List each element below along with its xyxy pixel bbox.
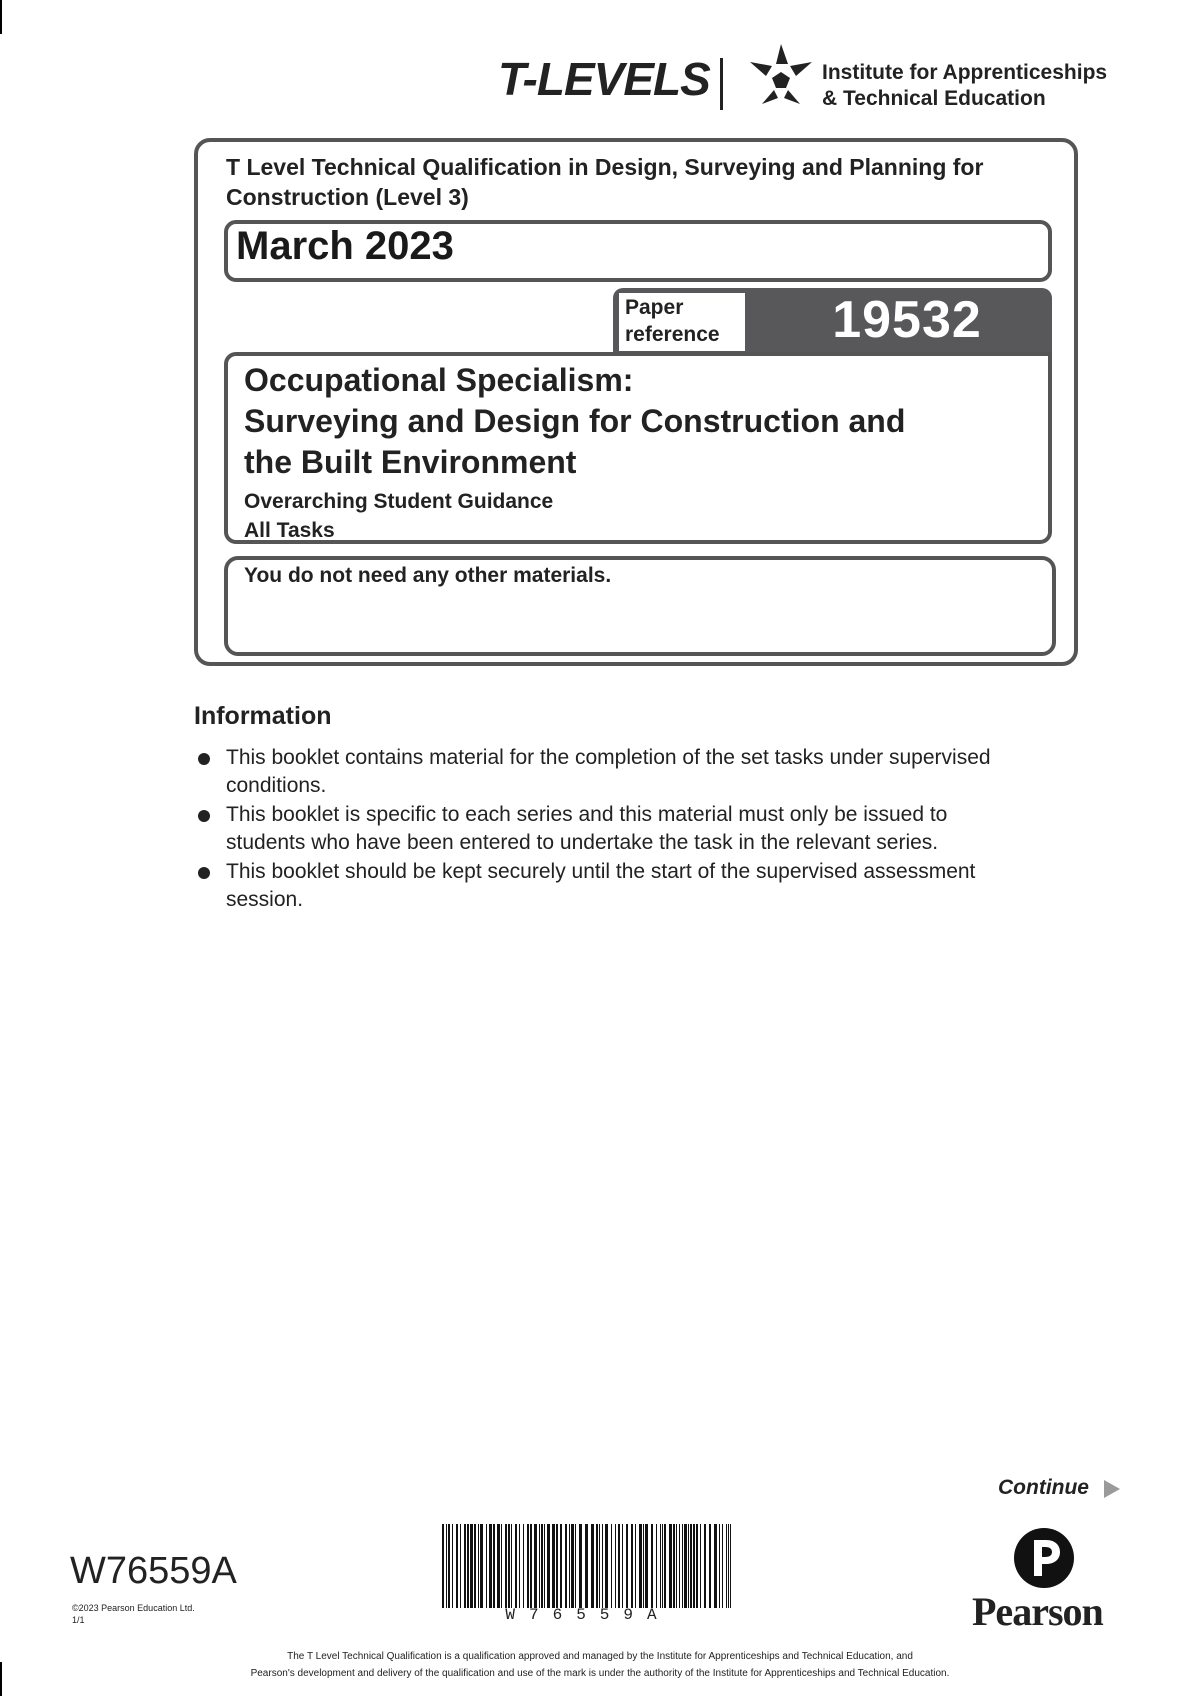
barcode-bar <box>569 1524 570 1608</box>
barcode-bar <box>501 1524 502 1608</box>
barcode-bar <box>726 1524 727 1608</box>
copyright-line1: ©2023 Pearson Education Ltd. <box>72 1603 195 1613</box>
disclaimer-line1: The T Level Technical Qualification is a qualification approved and managed by the Institute for Apprenticeships and Technical Education, and <box>287 1651 913 1662</box>
barcode-bar <box>446 1524 447 1608</box>
barcode-bar <box>486 1524 487 1608</box>
barcode-bar <box>704 1524 706 1608</box>
barcode-bar <box>560 1524 562 1608</box>
barcode-bar <box>523 1524 524 1608</box>
barcode-bar <box>679 1524 680 1608</box>
barcode-bar <box>530 1524 532 1608</box>
barcode-bar <box>722 1524 723 1608</box>
information-item <box>194 858 1014 914</box>
barcode-bar <box>728 1524 729 1608</box>
barcode-bar <box>615 1524 616 1608</box>
barcode-bar <box>622 1524 623 1608</box>
barcode-bar <box>478 1524 479 1608</box>
barcode-bar <box>656 1524 657 1608</box>
bullet-icon <box>198 867 210 879</box>
barcode-bar <box>467 1524 469 1608</box>
barcode-bar <box>505 1524 507 1608</box>
barcode-bar <box>515 1524 517 1608</box>
barcode-bar <box>497 1524 500 1608</box>
continue-arrow-icon <box>1104 1480 1120 1498</box>
barcode-bar <box>599 1524 600 1608</box>
continue-label: Continue <box>998 1476 1089 1499</box>
information-item-text: This booklet should be kept securely until the start of the supervised assessment session. <box>226 860 976 911</box>
document-code: W76559A <box>70 1550 237 1592</box>
copyright-line2: 1/1 <box>72 1615 85 1625</box>
barcode-bar <box>690 1524 692 1608</box>
guidance-label: Overarching Student Guidance <box>244 490 554 513</box>
logo-divider <box>720 58 723 110</box>
tlevels-logo: T-LEVELS <box>498 53 710 105</box>
institute-logo-text <box>822 60 1107 112</box>
disclaimer-line2: Pearson's development and delivery of the qualification and use of the mark is under the authority of the Institute for Apprenticeships and Technical Education. <box>250 1668 950 1679</box>
specialism-subtitle <box>244 487 553 545</box>
barcode-bar <box>556 1524 558 1608</box>
barcode-bar <box>643 1524 644 1608</box>
paper-reference-label-line2: reference <box>625 323 720 346</box>
barcode-bar <box>596 1524 598 1608</box>
barcode-bar <box>669 1524 672 1608</box>
barcode-bar <box>696 1524 698 1608</box>
barcode-bar <box>511 1524 512 1608</box>
barcode-icon <box>438 1524 738 1608</box>
barcode-bar <box>442 1524 444 1608</box>
barcode-bar <box>493 1524 495 1608</box>
institute-line1: Institute for Apprenticeships <box>822 61 1108 84</box>
barcode-bar <box>565 1524 567 1608</box>
bullet-icon <box>198 810 210 822</box>
specialism-line3: the Built Environment <box>244 444 577 480</box>
barcode-bar <box>585 1524 588 1608</box>
materials-text: You do not need any other materials. <box>244 564 612 587</box>
crop-mark-bottom-left <box>0 1662 2 1696</box>
information-item-text: This booklet contains material for the completion of the set tasks under supervised conditions. <box>226 746 991 797</box>
barcode-bar <box>714 1524 717 1608</box>
barcode-bar <box>709 1524 711 1608</box>
barcode-bar <box>664 1524 666 1608</box>
pearson-logo-icon <box>1012 1526 1076 1590</box>
barcode-text: W76559A <box>505 1606 671 1624</box>
barcode-bar <box>474 1524 476 1608</box>
barcode-bar <box>547 1524 550 1608</box>
disclaimer <box>110 1648 1090 1682</box>
barcode-bar <box>631 1524 633 1608</box>
information-item-text: This booklet is specific to each series and this material must only be issued to students who have been entered to undertake the task in the relevant series. <box>226 803 948 854</box>
barcode-bar <box>591 1524 594 1608</box>
barcode-bar <box>508 1524 510 1608</box>
barcode-bar <box>605 1524 608 1608</box>
barcode-bar <box>626 1524 628 1608</box>
barcode-bar <box>662 1524 663 1608</box>
barcode-bar <box>527 1524 529 1608</box>
paper-reference-number: 19532 <box>832 291 982 349</box>
barcode-bar <box>660 1524 661 1608</box>
barcode-bar <box>688 1524 689 1608</box>
crop-mark-top-left <box>0 0 2 34</box>
exam-date: March 2023 <box>236 224 454 268</box>
barcode-bar <box>575 1524 576 1608</box>
institute-line2: & Technical Education <box>822 87 1046 110</box>
specialism-line2: Surveying and Design for Construction and <box>244 403 906 439</box>
barcode-bar <box>611 1524 612 1608</box>
paper-reference-label <box>625 294 720 348</box>
barcode-bar <box>489 1524 492 1608</box>
barcode-bar <box>519 1524 520 1608</box>
barcode-bar <box>539 1524 540 1608</box>
paper-reference-label-line1: Paper <box>625 296 684 319</box>
barcode-bar <box>682 1524 683 1608</box>
barcode-bar <box>618 1524 620 1608</box>
barcode-bar <box>541 1524 543 1608</box>
barcode-bar <box>534 1524 537 1608</box>
barcode-bar <box>470 1524 473 1608</box>
barcode-bar <box>700 1524 701 1608</box>
barcode-bar <box>480 1524 483 1608</box>
barcode-bar <box>684 1524 687 1608</box>
information-item <box>194 744 1014 800</box>
information-heading: Information <box>194 702 332 730</box>
barcode-bar <box>719 1524 720 1608</box>
barcode-bar <box>579 1524 582 1608</box>
barcode-bar <box>552 1524 555 1608</box>
barcode-bar <box>571 1524 574 1608</box>
barcode-bar <box>544 1524 545 1608</box>
barcode-bar <box>602 1524 603 1608</box>
barcode-bar <box>730 1524 731 1608</box>
information-item <box>194 801 1014 857</box>
barcode-bar <box>635 1524 636 1608</box>
barcode-bar <box>639 1524 642 1608</box>
specialism-title <box>244 360 1034 483</box>
qualification-title: T Level Technical Qualification in Design, Surveying and Planning for Construction (Level 3) <box>226 154 984 210</box>
barcode-bar <box>651 1524 653 1608</box>
barcode-bar <box>693 1524 695 1608</box>
barcode-bar <box>464 1524 466 1608</box>
barcode-bar <box>676 1524 677 1608</box>
barcode-bar <box>452 1524 453 1608</box>
pearson-wordmark: Pearson <box>972 1589 1103 1634</box>
information-list <box>194 744 1014 915</box>
barcode-bar <box>448 1524 450 1608</box>
specialism-line1: Occupational Specialism: <box>244 362 634 398</box>
tasks-label: All Tasks <box>244 519 335 542</box>
barcode-bar <box>456 1524 458 1608</box>
barcode-bar <box>645 1524 648 1608</box>
ifate-star-icon <box>748 42 814 110</box>
bullet-icon <box>198 753 210 765</box>
barcode-bar <box>673 1524 675 1608</box>
copyright <box>72 1602 195 1626</box>
barcode-bar <box>460 1524 461 1608</box>
